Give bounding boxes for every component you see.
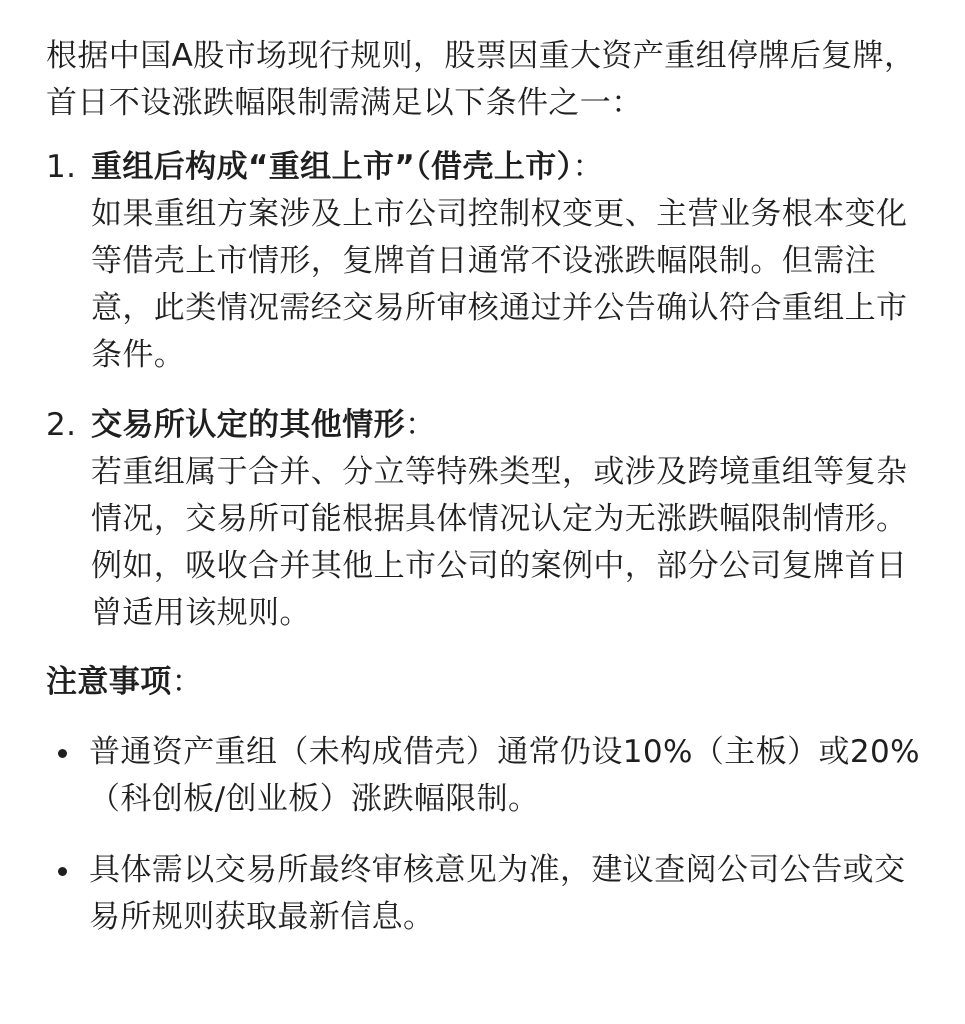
message-content xyxy=(46,33,926,941)
list-number: 1. xyxy=(46,149,77,185)
condition-title xyxy=(91,144,926,191)
conditions-list xyxy=(46,144,926,637)
condition-body: 如果重组方案涉及上市公司控制权变更、主营业务根本变化等借壳上市情形，复牌首日通常不设涨跌幅限制。但需注意，此类情况需经交易所审核通过并公告确认符合重组上市条件。 xyxy=(91,196,908,373)
note-text: 普通资产重组（未构成借壳）通常仍设10%（主板）或20%（科创板/创业板）涨跌幅限制。 xyxy=(89,734,921,817)
list-number: 2. xyxy=(46,407,77,443)
notes-heading xyxy=(46,659,926,706)
bullet-icon xyxy=(58,749,67,758)
notes-list xyxy=(46,729,926,941)
condition-item-2 xyxy=(46,402,926,637)
intro-paragraph: 根据中国A股市场现行规则，股票因重大资产重组停牌后复牌，首日不设涨跌幅限制需满足以下条件之一： xyxy=(46,38,916,121)
title-colon: ： xyxy=(405,407,437,443)
condition-item-1 xyxy=(46,144,926,379)
condition-title-text: 重组后构成“重组上市”（借壳上市） xyxy=(91,149,573,185)
condition-body: 若重组属于合并、分立等特殊类型，或涉及跨境重组等复杂情况，交易所可能根据具体情况认定为无涨跌幅限制情形。例如，吸收合并其他上市公司的案例中，部分公司复牌首日曾适用该规则。 xyxy=(91,454,908,631)
notes-heading-colon: ： xyxy=(171,664,204,700)
condition-title-text: 交易所认定的其他情形 xyxy=(91,407,405,443)
condition-title xyxy=(91,402,926,449)
bullet-icon xyxy=(58,867,67,876)
list-item xyxy=(46,847,926,941)
list-item xyxy=(46,729,926,823)
title-colon: ： xyxy=(572,149,604,185)
note-text: 具体需以交易所最终审核意见为准，建议查阅公司公告或交易所规则获取最新信息。 xyxy=(89,852,906,935)
notes-heading-text: 注意事项 xyxy=(46,664,172,700)
